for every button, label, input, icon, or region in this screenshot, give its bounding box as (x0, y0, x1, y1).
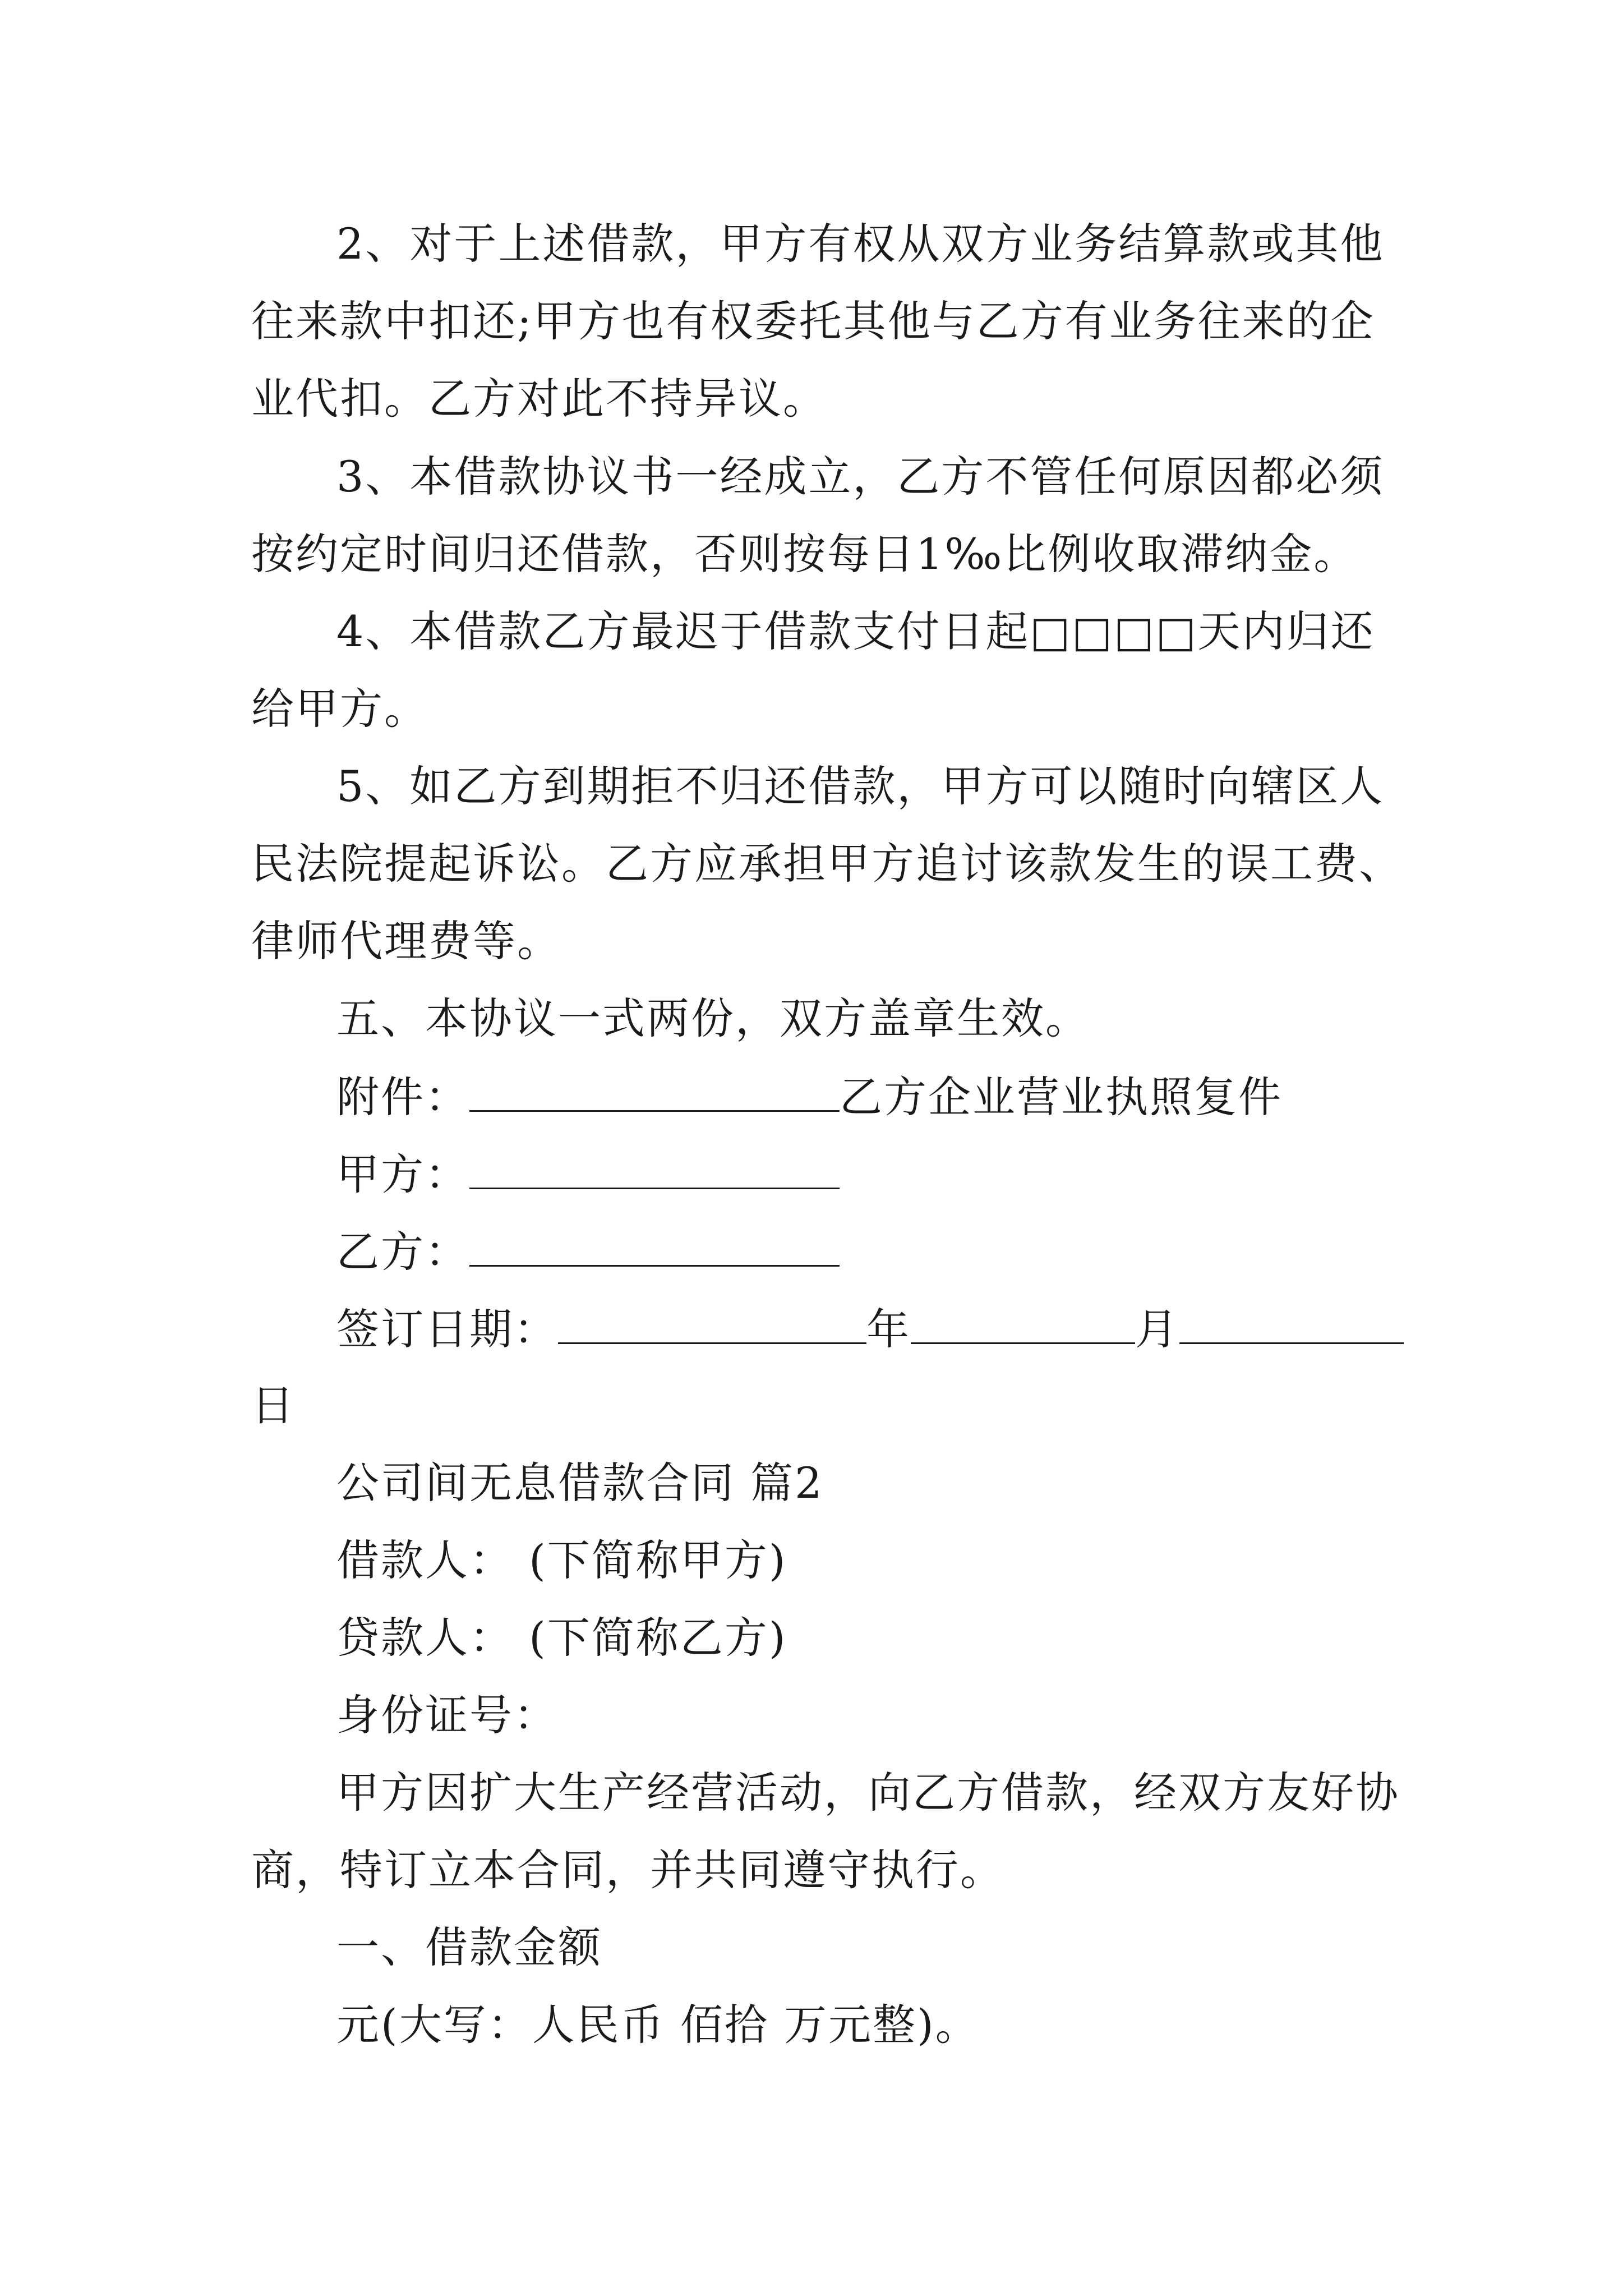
sign-date-month-blank (911, 1303, 1135, 1344)
party-a-blank (469, 1148, 840, 1189)
clause-5-line-3: 律师代理费等。 (251, 916, 561, 966)
party-b-blank (469, 1226, 840, 1267)
sign-date-year: 年 (866, 1304, 911, 1354)
intro-line-1: 甲方因扩大生产经营活动，向乙方借款，经双方友好协 (336, 1768, 1400, 1818)
party-b-label: 乙方： (336, 1227, 469, 1277)
loan-amount-line: 元(大写：人民币 佰拾 万元整)。 (336, 2000, 980, 2050)
sign-date-label: 签订日期： (336, 1304, 558, 1354)
clause-4-line-1: 4、本借款乙方最迟于借款支付日起□□□□天内归还 (336, 606, 1375, 656)
sign-date-day-blank (1179, 1303, 1404, 1344)
party-b-line (336, 1226, 840, 1276)
clause-five: 五、本协议一式两份，双方盖章生效。 (336, 993, 1090, 1043)
attachment-suffix: 乙方企业营业执照复件 (840, 1072, 1283, 1122)
clause-2-line-2: 往来款中扣还;甲方也有权委托其他与乙方有业务往来的企 (251, 296, 1375, 346)
loan-amount-heading: 一、借款金额 (336, 1922, 602, 1972)
attachment-blank (469, 1071, 840, 1112)
party-a-label: 甲方： (336, 1149, 469, 1199)
clause-5-line-2: 民法院提起诉讼。乙方应承担甲方追讨该款发生的误工费、 (251, 839, 1403, 889)
contract-2-title: 公司间无息借款合同 篇2 (336, 1458, 824, 1508)
id-number-line: 身份证号： (336, 1690, 558, 1740)
intro-line-2: 商，特订立本合同，并共同遵守执行。 (251, 1845, 1004, 1895)
clause-2-line-1: 2、对于上述借款，甲方有权从双方业务结算款或其他 (336, 219, 1385, 269)
sign-date-month: 月 (1135, 1304, 1179, 1354)
sign-date-day: 日 (251, 1381, 296, 1430)
sign-date-line (336, 1303, 1404, 1354)
attachment-line (336, 1071, 1283, 1121)
sign-date-year-blank (558, 1303, 866, 1344)
borrower-line: 借款人： (下简称甲方) (336, 1535, 787, 1585)
clause-3-line-1: 3、本借款协议书一经成立，乙方不管任何原因都必须 (336, 452, 1385, 501)
clause-4-line-2: 给甲方。 (251, 684, 428, 734)
clause-2-line-3: 业代扣。乙方对此不持异议。 (251, 374, 827, 424)
party-a-line (336, 1148, 840, 1199)
lender-line: 贷款人： (下简称乙方) (336, 1613, 787, 1663)
clause-3-line-2: 按约定时间归还借款，否则按每日1‰比例收取滞纳金。 (251, 529, 1358, 579)
attachment-label: 附件： (336, 1072, 469, 1122)
clause-5-line-1: 5、如乙方到期拒不归还借款，甲方可以随时向辖区人 (336, 761, 1385, 811)
